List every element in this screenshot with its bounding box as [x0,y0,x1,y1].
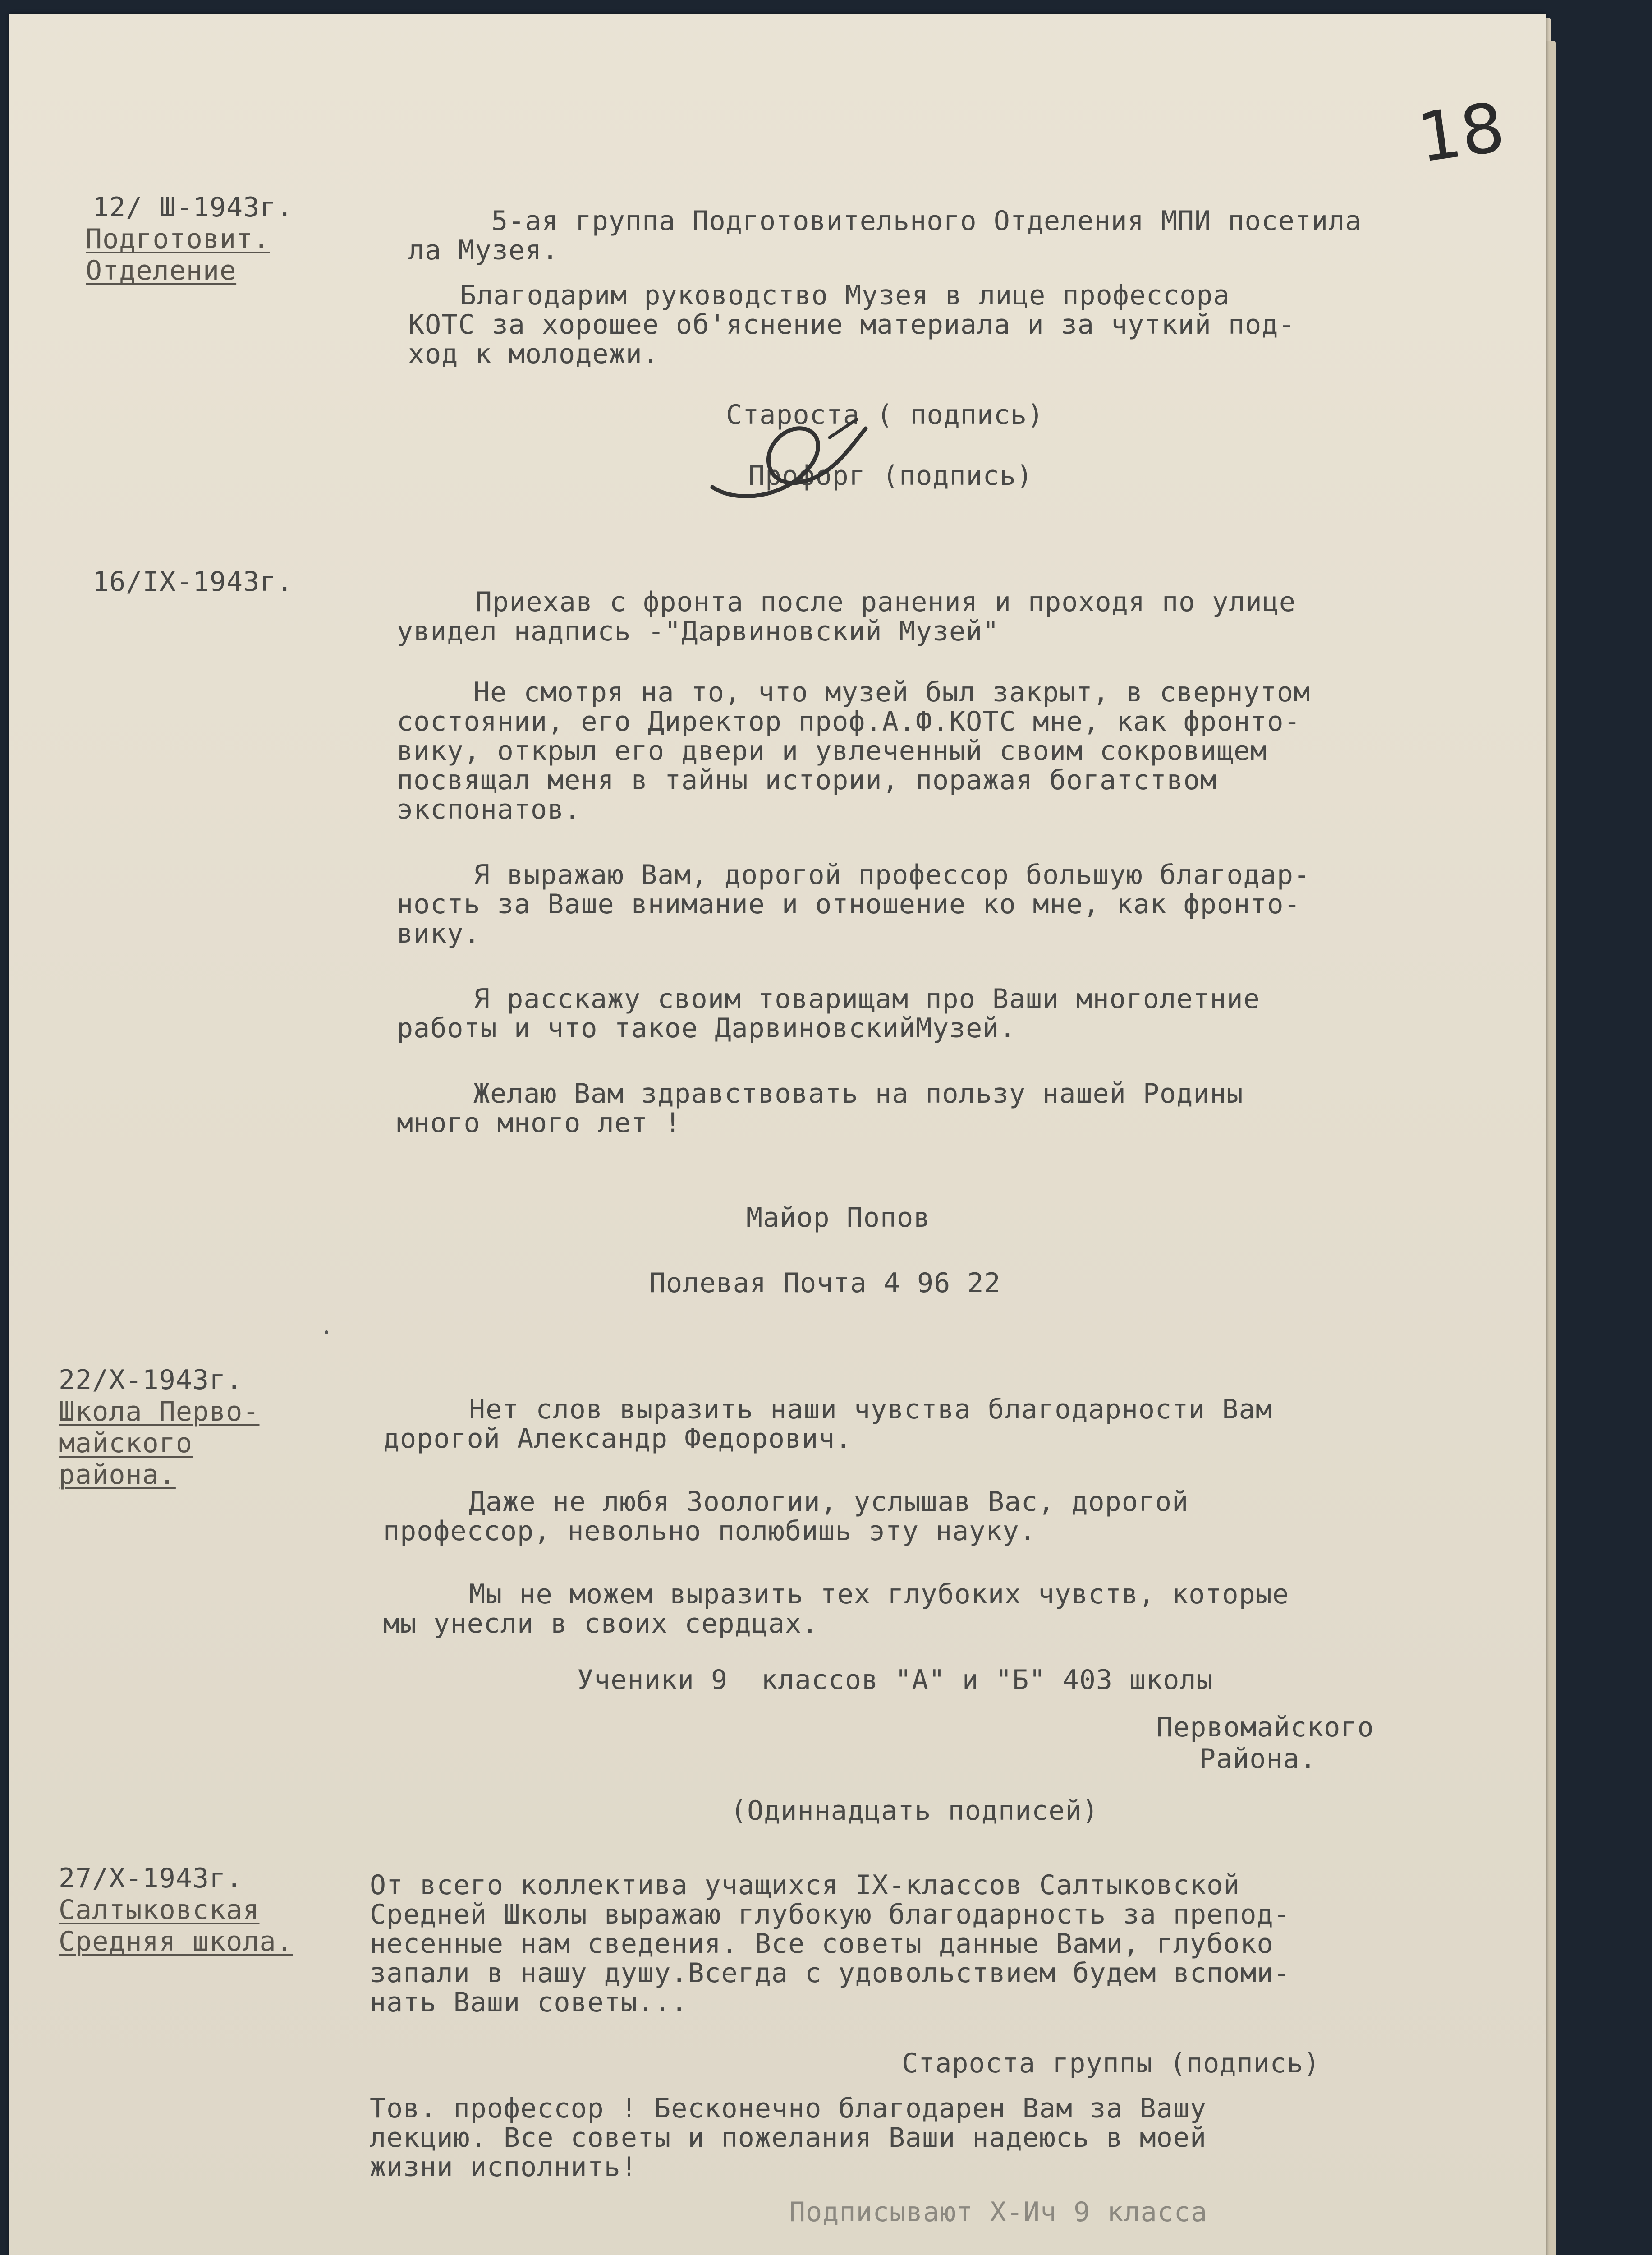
entry-line: много много лет ! [397,1107,682,1139]
entry-line: увидел надпись -"Дарвиновский Музей" [397,616,1000,647]
entry-signature: Подписывают Х-Ич 9 класса [789,2196,1208,2228]
entry-line: Я расскажу своим товарищам про Ваши многолетние [473,983,1260,1015]
entry-line: профессор, невольно полюбишь эту науку. [383,1515,1036,1547]
ink-dot [325,1330,328,1334]
handwritten-signature [694,410,884,510]
entry-margin-note: Средняя школа. [59,1926,293,1957]
entry-field-post: Полевая Почта 4 96 22 [649,1267,1001,1299]
entry-line: жизни исполнить! [370,2151,638,2183]
entry-line: Не смотря на то, что музей был закрыт, в свернутом [473,676,1311,708]
entry-line: КОТС за хорошее об'яснение материала и за чуткий под- [408,309,1295,341]
entry-signature: Майор Попов [746,1202,931,1233]
entry-line: мы унесли в своих сердцах. [383,1608,819,1639]
entry-date: 27/Х-1943г. [59,1863,243,1894]
entry-line: дорогой Александр Федорович. [383,1423,852,1454]
entry-margin-note: района. [59,1459,176,1491]
entry-line: Нет слов выразить наши чувства благодарности Вам [469,1394,1272,1425]
entry-line: Приехав с фронта после ранения и проходя по улице [476,586,1296,618]
entry-line: экспонатов. [397,794,581,825]
entry-margin-note: майского [59,1427,193,1459]
entry-line: состоянии, его Директор проф.А.Ф.КОТС мне, как фронто- [397,706,1301,737]
entry-line: вику. [397,918,481,949]
folio-number: 18 [1413,88,1510,178]
entry-line: Я выражаю Вам, дорогой профессор большую благодар- [473,859,1311,891]
entry-date: 12/ Ш-1943г. [92,192,294,223]
entry-line: работы и что такое ДарвиновскийМузей. [397,1012,1016,1044]
entry-margin-note: Школа Перво- [59,1396,260,1427]
entry-line: нать Ваши советы... [370,1987,688,2018]
entry-line: ность за Ваше внимание и отношение ко мне, как фронто- [397,888,1301,920]
entry-date: 22/Х-1943г. [59,1364,243,1396]
entry-line: Желаю Вам здравствовать на пользу нашей Родины [473,1078,1244,1109]
entry-signature: Первомайского [1156,1712,1374,1743]
entry-line: Средней Школы выражаю глубокую благодарность за препод- [370,1899,1290,1930]
entry-margin-note: Подготовит. [86,223,270,255]
entry-line: посвящал меня в тайны истории, поражая богатством [397,764,1217,796]
entry-line: запали в нашу душу.Всегда с удовольствием будем вспоми- [370,1957,1290,1989]
entry-line: ла Музея. [408,235,559,266]
entry-signature: Староста ( подпись) [726,399,1044,431]
entry-line: Благодарим руководство Музея в лице профессора [460,280,1230,311]
entry-signature: (Одиннадцать подписей) [730,1795,1099,1827]
entry-line: От всего коллектива учащихся IX-классов Салтыковской [370,1869,1240,1901]
document-page [9,14,1546,2255]
entry-signature: Района. [1199,1743,1317,1775]
entry-line: вику, открыл его двери и увлеченный своим сокровищем [397,735,1267,767]
entry-signature: Староста группы (подпись) [902,2048,1321,2079]
entry-margin-note: Салтыковская [59,1894,260,1926]
entry-margin-note: Отделение [86,255,237,286]
entry-line: Тов. профессор ! Бесконечно благодарен Вам за Вашу [370,2093,1207,2124]
entry-signature: Ученики 9 классов "А" и "Б" 403 школы [577,1664,1213,1696]
entry-line: 5-ая группа Подготовительного Отделения МПИ посетила [491,205,1362,237]
entry-line: лекцию. Все советы и пожелания Ваши надеюсь в моей [370,2122,1207,2154]
entry-signature: Профорг (подпись) [748,460,1033,492]
entry-line: Даже не любя Зоологии, услышав Вас, дорогой [469,1486,1189,1518]
entry-line: ход к молодежи. [408,338,659,370]
entry-date: 16/IX-1943г. [92,566,294,598]
entry-line: Мы не можем выразить тех глубоких чувств, которые [469,1578,1289,1610]
entry-line: несенные нам сведения. Все советы данные Вами, глубоко [370,1928,1274,1960]
